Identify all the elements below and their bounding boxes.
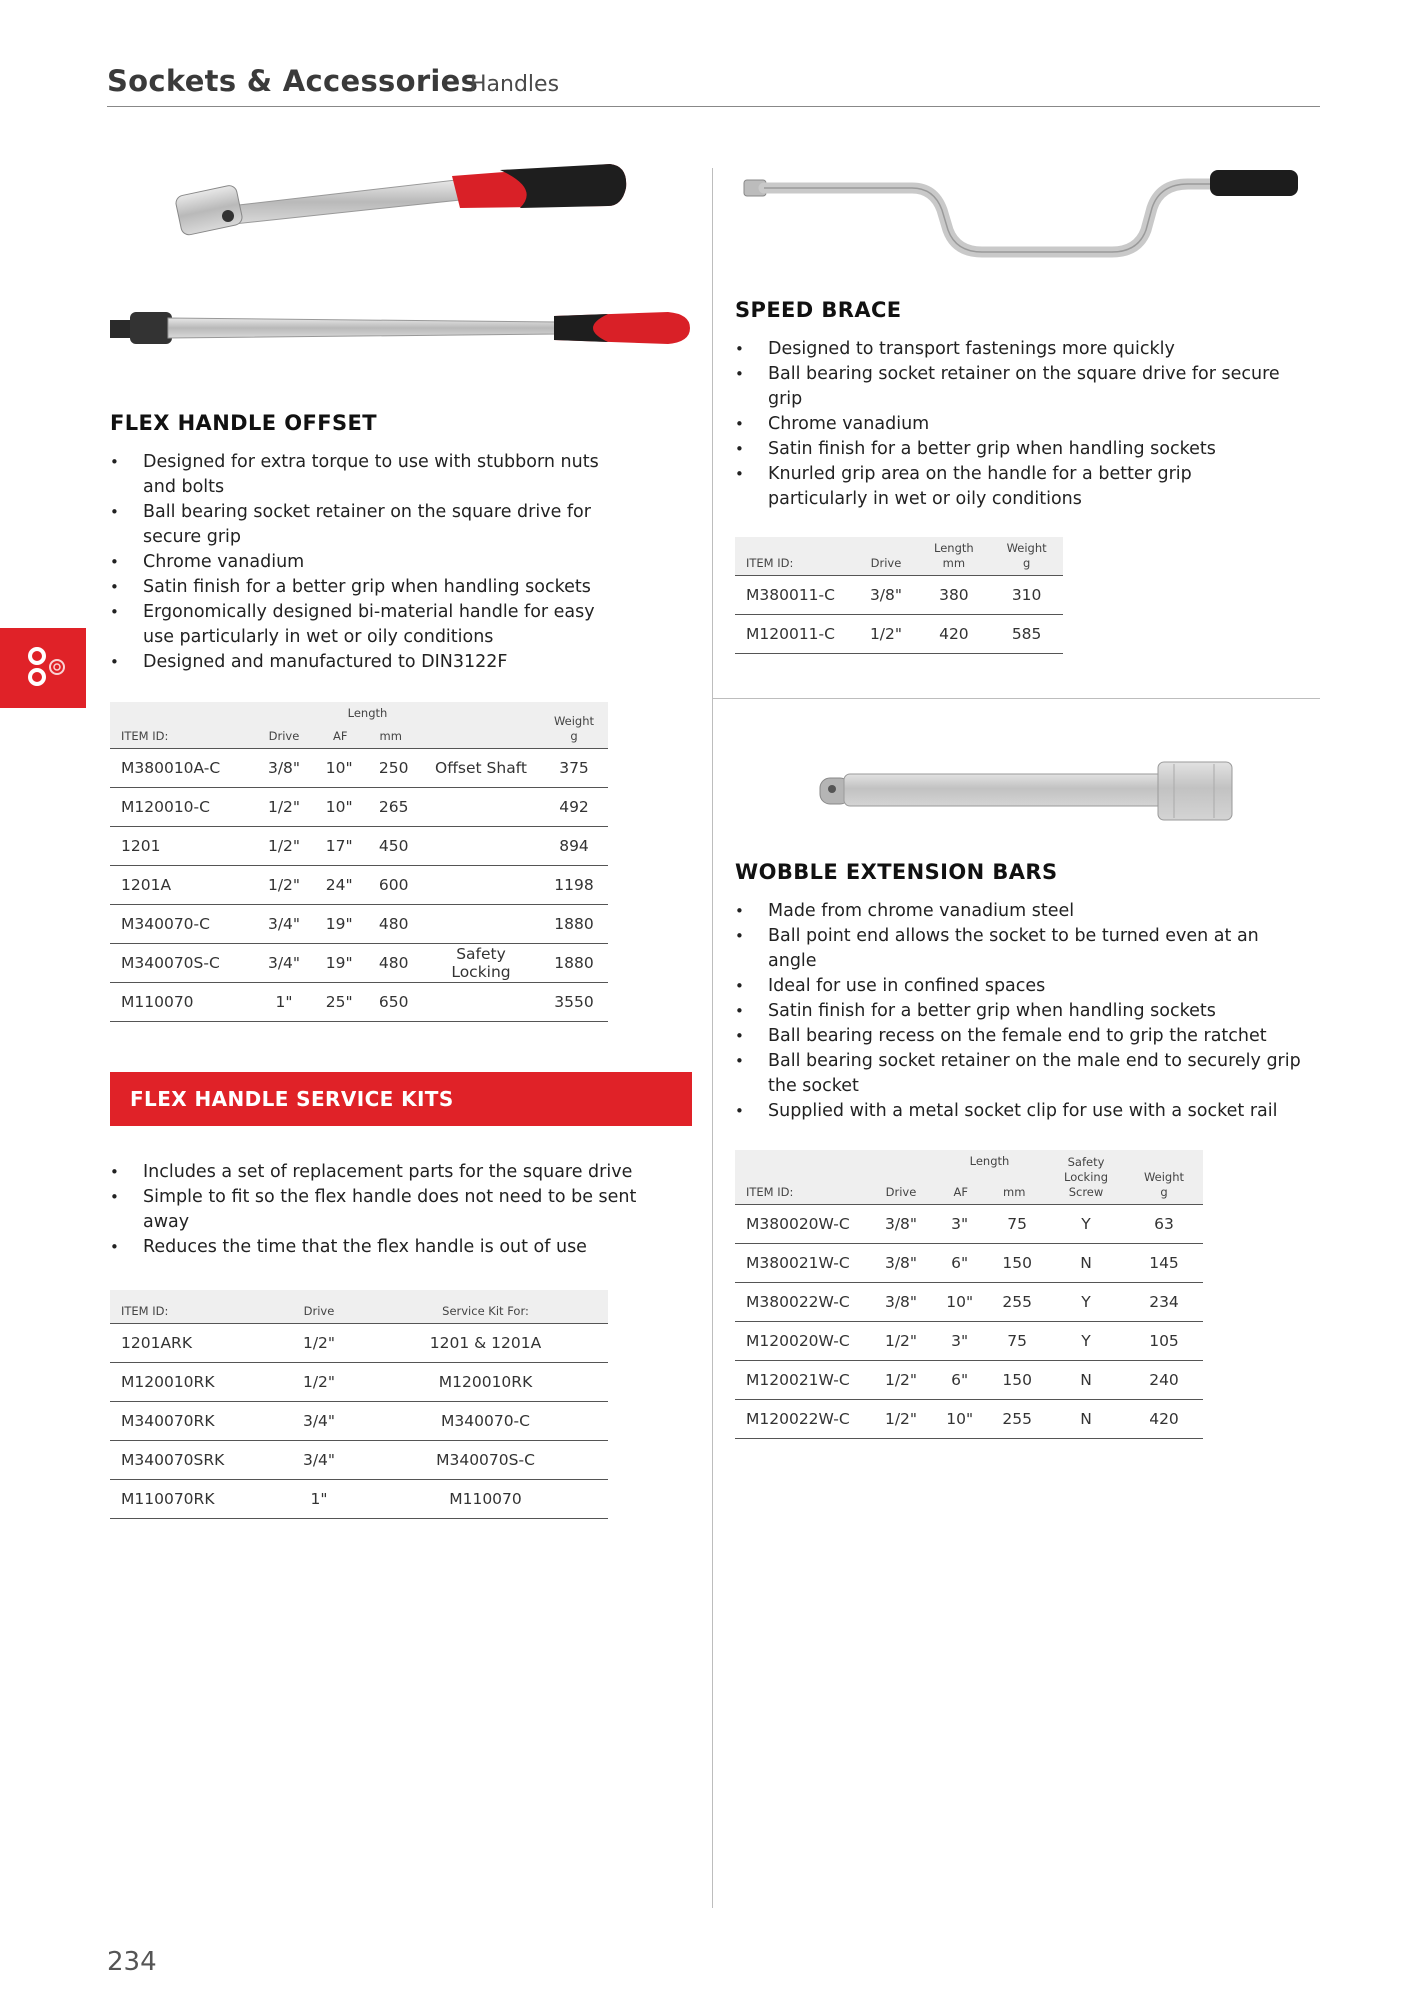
cell-weight: 492 <box>540 788 608 827</box>
cell-af: 10" <box>932 1400 987 1439</box>
table-row <box>735 1400 1203 1439</box>
list-item: • Chrome vanadium <box>735 412 1295 437</box>
cell-mm: 600 <box>365 866 422 905</box>
flex-handle-long-image <box>108 300 692 352</box>
header-divider <box>107 106 1320 107</box>
list-item: • Ball bearing socket retainer on the square drive for secure grip <box>110 500 630 550</box>
cell-mm: 480 <box>365 905 422 944</box>
cell-weight: 310 <box>990 576 1063 615</box>
wobble-extension-image <box>818 756 1238 826</box>
table-row <box>110 905 608 944</box>
cell-id: M120022W-C <box>735 1400 870 1439</box>
cell-note <box>422 827 540 866</box>
table-row <box>735 1361 1203 1400</box>
list-item: • Ball point end allows the socket to be turned even at an angle <box>735 924 1310 974</box>
cell-length: 420 <box>918 615 991 654</box>
section-title: Sockets & Accessories <box>107 64 479 98</box>
col-drive: Drive <box>870 1150 932 1205</box>
service-kits-title: FLEX HANDLE SERVICE KITS <box>130 1087 454 1111</box>
col-length <box>313 702 422 749</box>
cell-af: 19" <box>313 905 365 944</box>
cell-af: 24" <box>313 866 365 905</box>
cell-af: 6" <box>932 1244 987 1283</box>
table-row <box>110 1324 608 1363</box>
section-subtitle: Handles <box>470 72 560 97</box>
col-drive: Drive <box>255 702 313 749</box>
cell-id: M120011-C <box>735 615 854 654</box>
cell-lock: Y <box>1047 1322 1125 1361</box>
cell-mm: 255 <box>987 1283 1047 1322</box>
page-number: 234 <box>107 1947 157 1977</box>
cell-kit_for: M110070 <box>363 1480 608 1519</box>
table-row <box>110 827 608 866</box>
cell-id: M110070 <box>110 983 255 1022</box>
cell-weight: 3550 <box>540 983 608 1022</box>
cell-id: 1201ARK <box>110 1324 275 1363</box>
cell-weight: 63 <box>1125 1205 1203 1244</box>
flex-handle-offset-image <box>170 158 630 248</box>
cell-id: M340070RK <box>110 1402 275 1441</box>
cell-drive: 3/8" <box>854 576 917 615</box>
cell-mm: 265 <box>365 788 422 827</box>
cell-id: M380020W-C <box>735 1205 870 1244</box>
cell-note <box>422 905 540 944</box>
speed-brace-image <box>742 160 1312 270</box>
col-drive: Drive <box>854 537 917 576</box>
cell-id: M340070S-C <box>110 944 255 983</box>
cell-kit_for: M340070-C <box>363 1402 608 1441</box>
cell-note <box>422 866 540 905</box>
speed-brace-features <box>735 337 1295 512</box>
cell-weight: 894 <box>540 827 608 866</box>
cell-id: M380022W-C <box>735 1283 870 1322</box>
cell-af: 10" <box>313 749 365 788</box>
cell-af: 10" <box>932 1283 987 1322</box>
flex-handle-offset-table <box>110 702 608 1022</box>
cell-weight: 1880 <box>540 944 608 983</box>
cell-lock: N <box>1047 1361 1125 1400</box>
cell-id: M120020W-C <box>735 1322 870 1361</box>
cell-mm: 450 <box>365 827 422 866</box>
table-row <box>110 1480 608 1519</box>
list-item: • Designed and manufactured to DIN3122F <box>110 650 630 675</box>
cell-af: 19" <box>313 944 365 983</box>
cell-id: M340070SRK <box>110 1441 275 1480</box>
cell-weight: 375 <box>540 749 608 788</box>
wobble-table <box>735 1150 1203 1439</box>
list-item: • Supplied with a metal socket clip for use with a socket rail <box>735 1099 1310 1124</box>
cell-drive: 1/2" <box>870 1361 932 1400</box>
table-row <box>110 1441 608 1480</box>
flex-handle-offset-features <box>110 450 630 675</box>
cell-kit_for: M340070S-C <box>363 1441 608 1480</box>
cell-drive: 1" <box>255 983 313 1022</box>
cell-weight: 420 <box>1125 1400 1203 1439</box>
cell-id: 1201A <box>110 866 255 905</box>
sockets-icon <box>0 628 86 708</box>
cell-id: M120021W-C <box>735 1361 870 1400</box>
cell-weight: 145 <box>1125 1244 1203 1283</box>
table-row <box>110 1402 608 1441</box>
cell-length: 380 <box>918 576 991 615</box>
table-row <box>110 1363 608 1402</box>
cell-lock: Y <box>1047 1283 1125 1322</box>
cell-weight: 105 <box>1125 1322 1203 1361</box>
cell-mm: 255 <box>987 1400 1047 1439</box>
list-item: • Includes a set of replacement parts for the square drive <box>110 1160 650 1185</box>
af-label: AF <box>333 729 348 743</box>
cell-id: M110070RK <box>110 1480 275 1519</box>
cell-drive: 1/2" <box>870 1400 932 1439</box>
col-safety: Safety Locking Screw <box>1047 1150 1125 1205</box>
list-item: • Designed to transport fastenings more quickly <box>735 337 1295 362</box>
cell-drive: 1/2" <box>275 1363 363 1402</box>
speed-brace-title: SPEED BRACE <box>735 298 902 322</box>
cell-kit_for: M120010RK <box>363 1363 608 1402</box>
list-item: • Reduces the time that the flex handle is out of use <box>110 1235 650 1260</box>
cell-lock: N <box>1047 1244 1125 1283</box>
list-item: • Satin finish for a better grip when handling sockets <box>110 575 630 600</box>
cell-id: M380021W-C <box>735 1244 870 1283</box>
cell-drive: 1/2" <box>275 1324 363 1363</box>
col-length: Length AF mm <box>932 1150 1047 1205</box>
wobble-features <box>735 899 1310 1124</box>
cell-id: M380010A-C <box>110 749 255 788</box>
col-item: ITEM ID: <box>110 1290 275 1324</box>
cell-weight: 1880 <box>540 905 608 944</box>
length-label: Length <box>347 706 388 720</box>
col-weight: Weight g <box>1125 1150 1203 1205</box>
table-row <box>110 944 608 983</box>
cell-id: M380011-C <box>735 576 854 615</box>
list-item: • Made from chrome vanadium steel <box>735 899 1310 924</box>
cell-id: M120010RK <box>110 1363 275 1402</box>
list-item: • Simple to fit so the flex handle does not need to be sent away <box>110 1185 650 1235</box>
cell-weight: 240 <box>1125 1361 1203 1400</box>
column-divider <box>712 168 713 1908</box>
cell-id: 1201 <box>110 827 255 866</box>
col-kit-for: Service Kit For: <box>363 1290 608 1324</box>
cell-lock: N <box>1047 1400 1125 1439</box>
cell-drive: 1/2" <box>255 788 313 827</box>
cell-drive: 3/8" <box>870 1205 932 1244</box>
list-item: • Knurled grip area on the handle for a better grip particularly in wet or oily conditions <box>735 462 1295 512</box>
cell-af: 10" <box>313 788 365 827</box>
col-item: ITEM ID: <box>110 702 255 749</box>
cell-note <box>422 983 540 1022</box>
wobble-title: WOBBLE EXTENSION BARS <box>735 860 1058 884</box>
cell-mm: 480 <box>365 944 422 983</box>
list-item: • Satin finish for a better grip when handling sockets <box>735 437 1295 462</box>
table-row <box>110 749 608 788</box>
cell-note: Safety Locking <box>422 944 540 983</box>
cell-note <box>422 788 540 827</box>
cell-drive: 3/8" <box>255 749 313 788</box>
cell-drive: 3/8" <box>870 1283 932 1322</box>
cell-drive: 3/8" <box>870 1244 932 1283</box>
speed-brace-table <box>735 537 1063 654</box>
table-row <box>735 576 1063 615</box>
cell-drive: 3/4" <box>255 905 313 944</box>
service-kits-table <box>110 1290 608 1519</box>
cell-mm: 75 <box>987 1322 1047 1361</box>
right-section-divider <box>712 698 1320 699</box>
cell-drive: 3/4" <box>275 1441 363 1480</box>
list-item: • Ball bearing socket retainer on the square drive for secure grip <box>735 362 1295 412</box>
table-row <box>735 1283 1203 1322</box>
cell-af: 6" <box>932 1361 987 1400</box>
cell-af: 3" <box>932 1205 987 1244</box>
col-weight: Weight g <box>990 537 1063 576</box>
table-row <box>110 983 608 1022</box>
cell-kit_for: 1201 & 1201A <box>363 1324 608 1363</box>
flex-handle-offset-title: FLEX HANDLE OFFSET <box>110 411 377 435</box>
cell-drive: 1/2" <box>255 827 313 866</box>
side-tab <box>0 628 86 708</box>
cell-drive: 1/2" <box>255 866 313 905</box>
cell-af: 17" <box>313 827 365 866</box>
cell-drive: 3/4" <box>275 1402 363 1441</box>
table-row <box>735 1205 1203 1244</box>
cell-mm: 650 <box>365 983 422 1022</box>
table-row <box>735 1244 1203 1283</box>
table-row <box>110 866 608 905</box>
mm-label: mm <box>379 729 402 743</box>
cell-mm: 75 <box>987 1205 1047 1244</box>
list-item: • Ball bearing recess on the female end to grip the ratchet <box>735 1024 1310 1049</box>
list-item: • Ergonomically designed bi-material handle for easy use particularly in wet or oily conditions <box>110 600 630 650</box>
list-item: • Ball bearing socket retainer on the male end to securely grip the socket <box>735 1049 1310 1099</box>
cell-af: 3" <box>932 1322 987 1361</box>
table-row <box>735 615 1063 654</box>
col-item: ITEM ID: <box>735 1150 870 1205</box>
col-item: ITEM ID: <box>735 537 854 576</box>
service-kits-features <box>110 1160 650 1260</box>
list-item: • Chrome vanadium <box>110 550 630 575</box>
cell-weight: 585 <box>990 615 1063 654</box>
cell-drive: 1" <box>275 1480 363 1519</box>
cell-lock: Y <box>1047 1205 1125 1244</box>
col-drive: Drive <box>275 1290 363 1324</box>
cell-mm: 150 <box>987 1361 1047 1400</box>
col-weight: Weight g <box>540 702 608 749</box>
cell-id: M340070-C <box>110 905 255 944</box>
col-note <box>422 702 540 749</box>
cell-mm: 150 <box>987 1244 1047 1283</box>
list-item: • Ideal for use in confined spaces <box>735 974 1310 999</box>
table-row <box>735 1322 1203 1361</box>
col-length: Length mm <box>918 537 991 576</box>
cell-mm: 250 <box>365 749 422 788</box>
cell-drive: 3/4" <box>255 944 313 983</box>
list-item: • Designed for extra torque to use with stubborn nuts and bolts <box>110 450 630 500</box>
cell-weight: 1198 <box>540 866 608 905</box>
cell-note: Offset Shaft <box>422 749 540 788</box>
cell-weight: 234 <box>1125 1283 1203 1322</box>
cell-drive: 1/2" <box>854 615 917 654</box>
cell-af: 25" <box>313 983 365 1022</box>
cell-drive: 1/2" <box>870 1322 932 1361</box>
table-row <box>110 788 608 827</box>
list-item: • Satin finish for a better grip when handling sockets <box>735 999 1310 1024</box>
cell-id: M120010-C <box>110 788 255 827</box>
